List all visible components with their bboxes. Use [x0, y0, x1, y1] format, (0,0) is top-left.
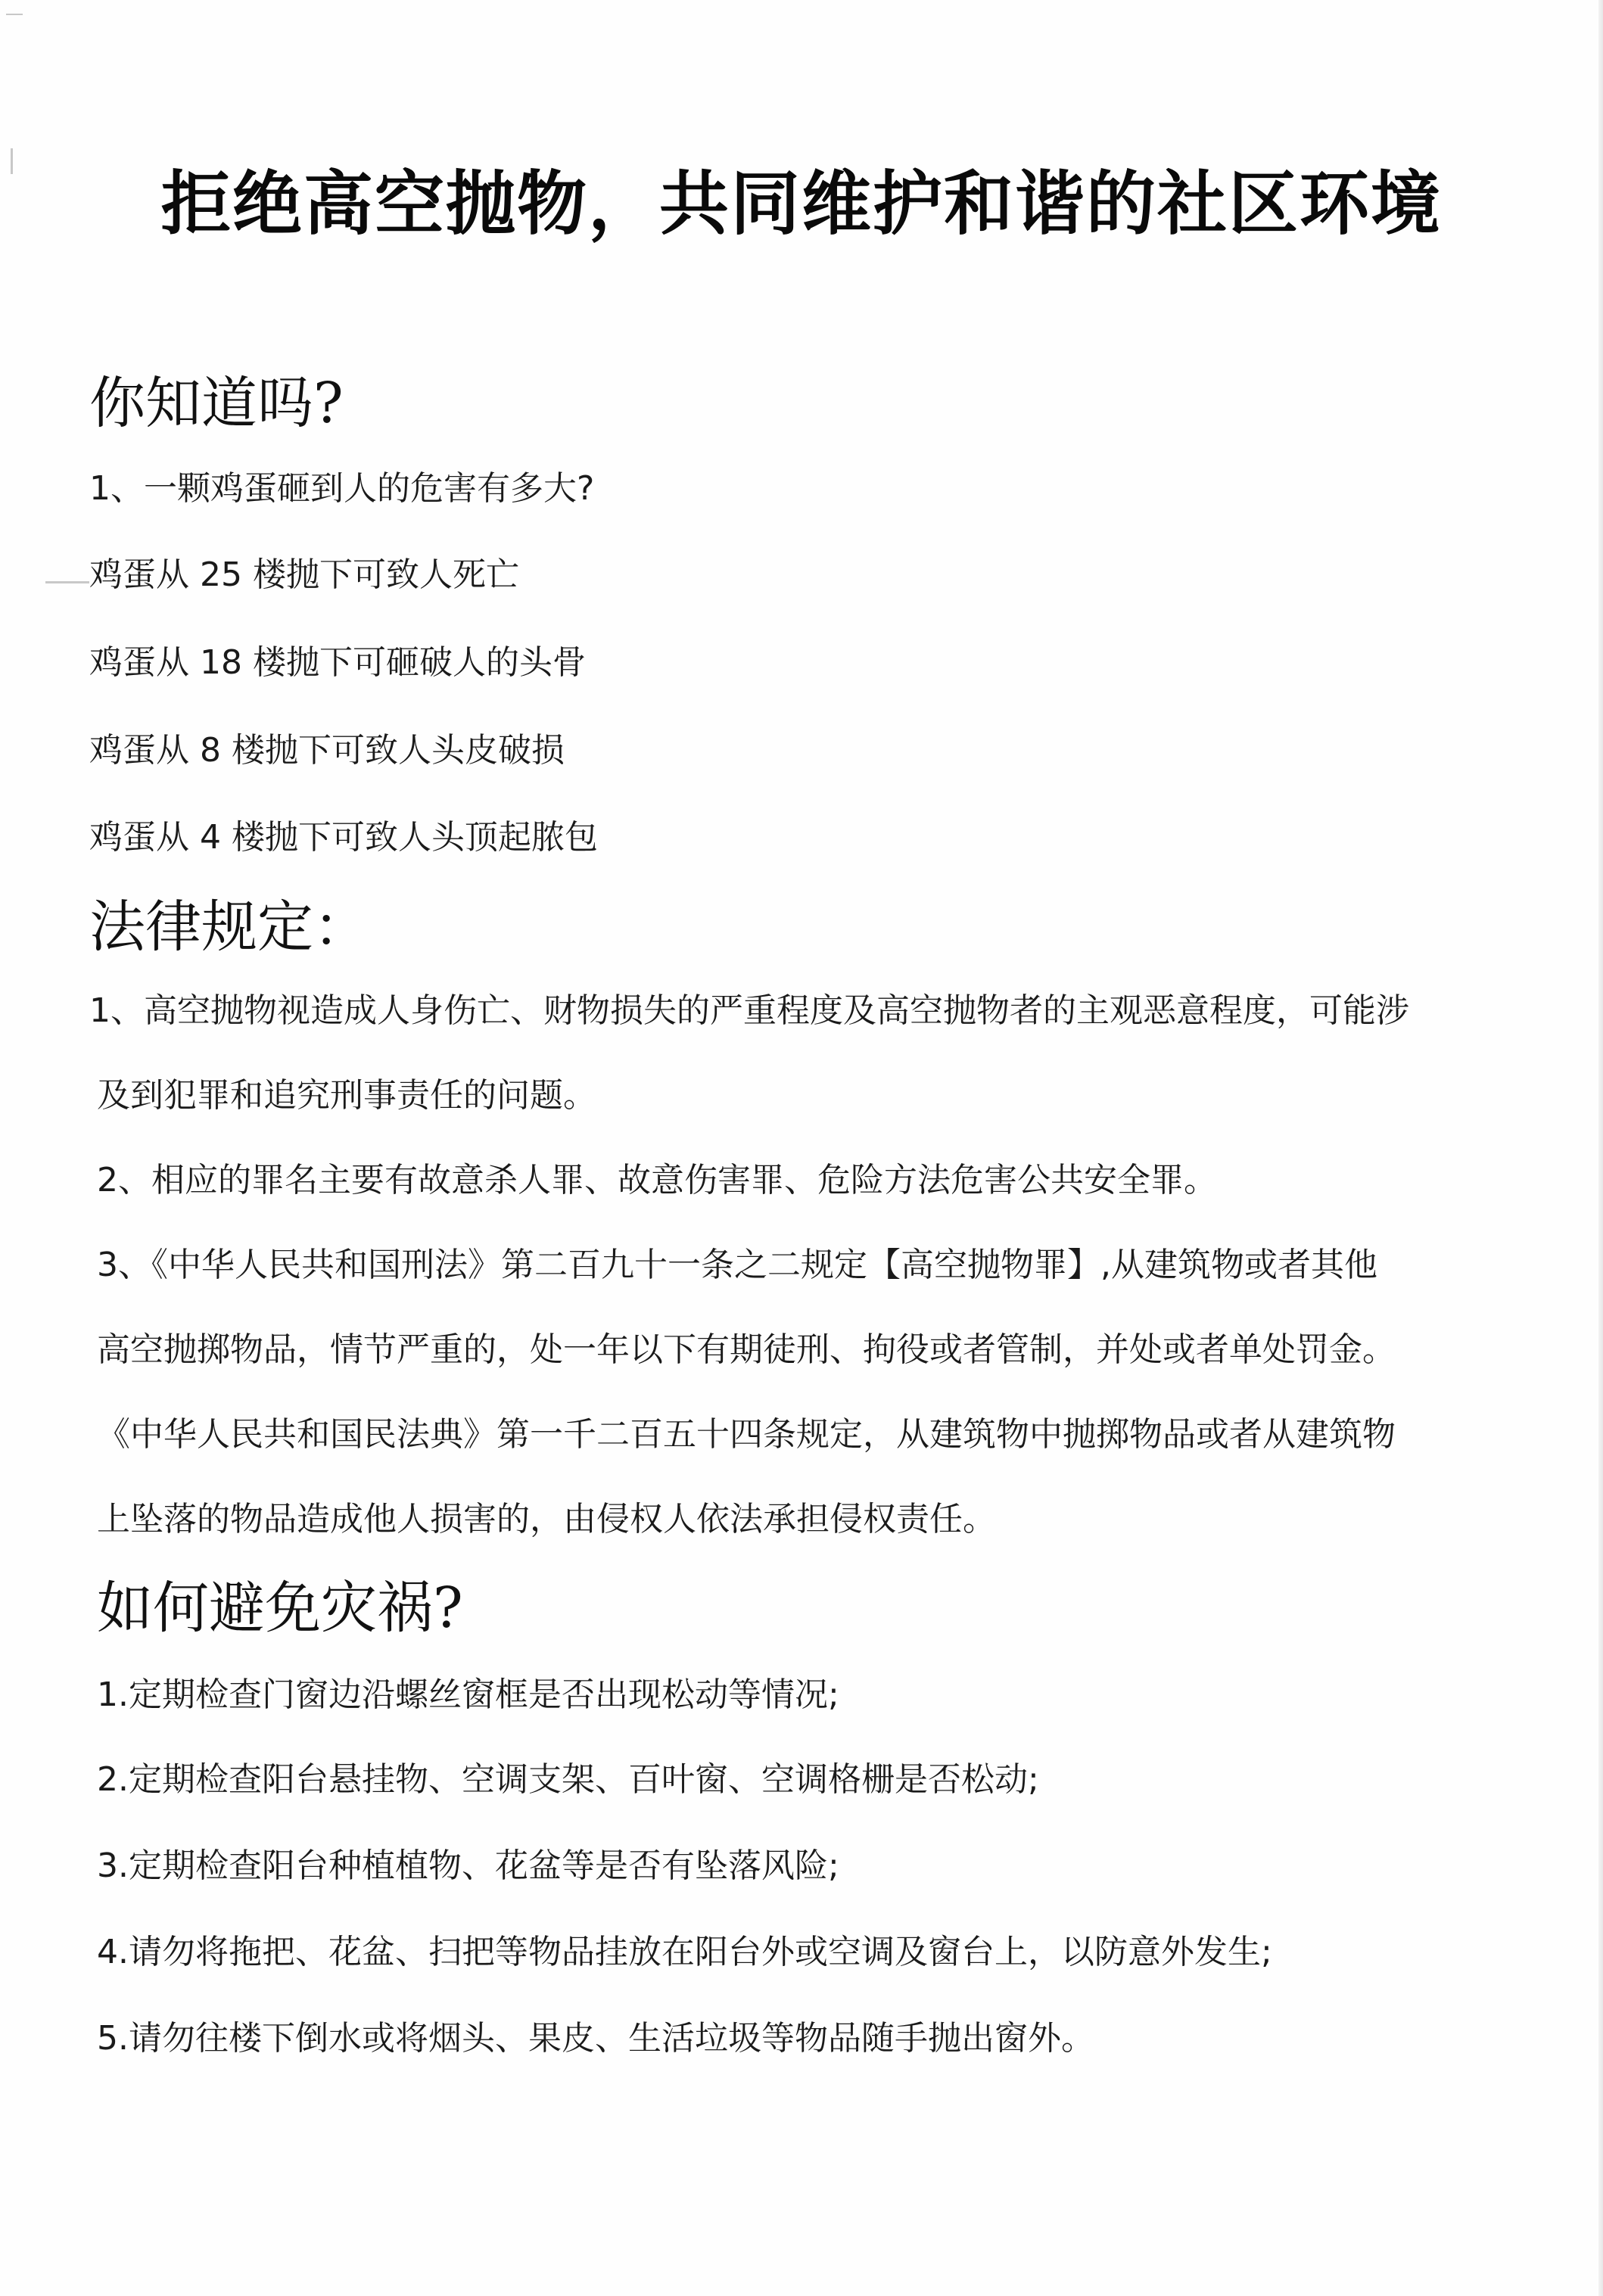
section-heading-did-you-know: 你知道吗?: [89, 371, 344, 436]
scan-edge: [1598, 0, 1603, 2296]
question-line: 1、一颗鸡蛋砸到人的危害有多大?: [89, 469, 595, 508]
legal-text-line: 及到犯罪和追究刑事责任的问题。: [97, 1076, 596, 1115]
fact-line: 鸡蛋从 8 楼抛下可致人头皮破损: [89, 731, 565, 770]
section-heading-how-to-avoid: 如何避免灾祸?: [97, 1576, 463, 1641]
scan-mark: [6, 14, 23, 15]
advice-item: 2.定期检查阳台悬挂物、空调支架、百叶窗、空调格栅是否松动;: [97, 1760, 1039, 1799]
advice-item: 4.请勿将拖把、花盆、扫把等物品挂放在阳台外或空调及窗台上，以防意外发生;: [97, 1933, 1272, 1971]
legal-text-line: 高空抛掷物品，情节严重的，处一年以下有期徒刑、拘役或者管制，并处或者单处罚金。: [97, 1330, 1396, 1369]
fact-line: 鸡蛋从 18 楼抛下可砸破人的头骨: [89, 643, 586, 682]
advice-item: 1.定期检查门窗边沿螺丝窗框是否出现松动等情况;: [97, 1675, 839, 1714]
advice-item: 3.定期检查阳台种植植物、花盆等是否有坠落风险;: [97, 1846, 839, 1885]
scan-mark: [45, 581, 89, 583]
legal-text-line: 3、《中华人民共和国刑法》第二百九十一条之二规定【高空抛物罪】,从建筑物或者其他: [97, 1246, 1377, 1284]
section-heading-legal-provisions: 法律规定：: [89, 894, 369, 960]
legal-text-line: 2、相应的罪名主要有故意杀人罪、故意伤害罪、危险方法危害公共安全罪。: [97, 1161, 1217, 1199]
legal-text-line: 《中华人民共和国民法典》第一千二百五十四条规定，从建筑物中抛掷物品或者从建筑物: [97, 1415, 1396, 1454]
fact-line: 鸡蛋从 25 楼抛下可致人死亡: [89, 555, 519, 594]
legal-text-line: 上坠落的物品造成他人损害的，由侵权人依法承担侵权责任。: [97, 1500, 996, 1538]
page-title: 拒绝高空抛物，共同维护和谐的社区环境: [160, 163, 1442, 244]
legal-text-line: 1、高空抛物视造成人身伤亡、财物损失的严重程度及高空抛物者的主观恶意程度，可能涉: [89, 991, 1409, 1030]
advice-item: 5.请勿往楼下倒水或将烟头、果皮、生活垃圾等物品随手抛出窗外。: [97, 2019, 1094, 2058]
fact-line: 鸡蛋从 4 楼抛下可致人头顶起脓包: [89, 818, 598, 857]
